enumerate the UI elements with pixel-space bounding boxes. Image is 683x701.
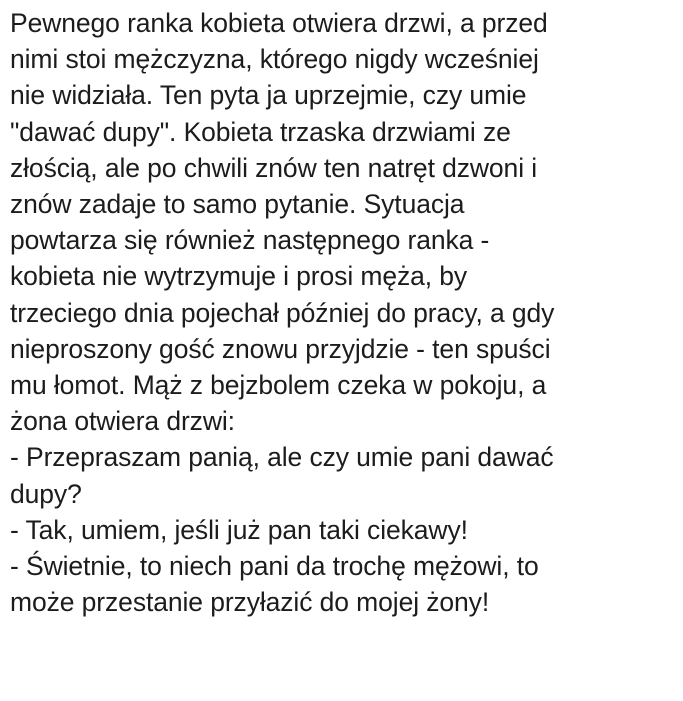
text-line: - Tak, umiem, jeśli już pan taki ciekawy! [10, 514, 468, 545]
text-line: kobieta nie wytrzymuje i prosi męża, by [10, 261, 468, 292]
text-line: złością, ale po chwili znów ten natręt dzwoni i [10, 152, 538, 183]
text-line: może przestanie przyłazić do mojej żony! [10, 587, 490, 618]
text-line: Pewnego ranka kobieta otwiera drzwi, a przed [10, 8, 548, 38]
text-line: nie widziała. Ten pyta ja uprzejmie, czy umie [10, 80, 527, 111]
text-line: trzeciego dnia pojechał później do pracy, a gdy [10, 297, 555, 328]
text-line: żona otwiera drzwi: [10, 406, 235, 437]
text-line: dupy? [10, 478, 82, 509]
text-line: znów zadaje to samo pytanie. Sytuacja [10, 189, 465, 220]
text-line: mu łomot. Mąż z bejzbolem czeka w pokoju, a [10, 370, 547, 401]
text-line: nimi stoi mężczyzna, którego nigdy wcześniej [10, 44, 539, 75]
text-line: nieproszony gość znowu przyjdzie - ten spuści [10, 333, 551, 364]
text-line: - Przepraszam panią, ale czy umie pani dawać [10, 442, 554, 473]
text-line: - Świetnie, to niech pani da trochę mężowi, to [10, 551, 539, 582]
text-line: "dawać dupy". Kobieta trzaska drzwiami ze [10, 116, 511, 147]
text-line: powtarza się również następnego ranka - [10, 225, 490, 256]
joke-text [10, 5, 673, 620]
